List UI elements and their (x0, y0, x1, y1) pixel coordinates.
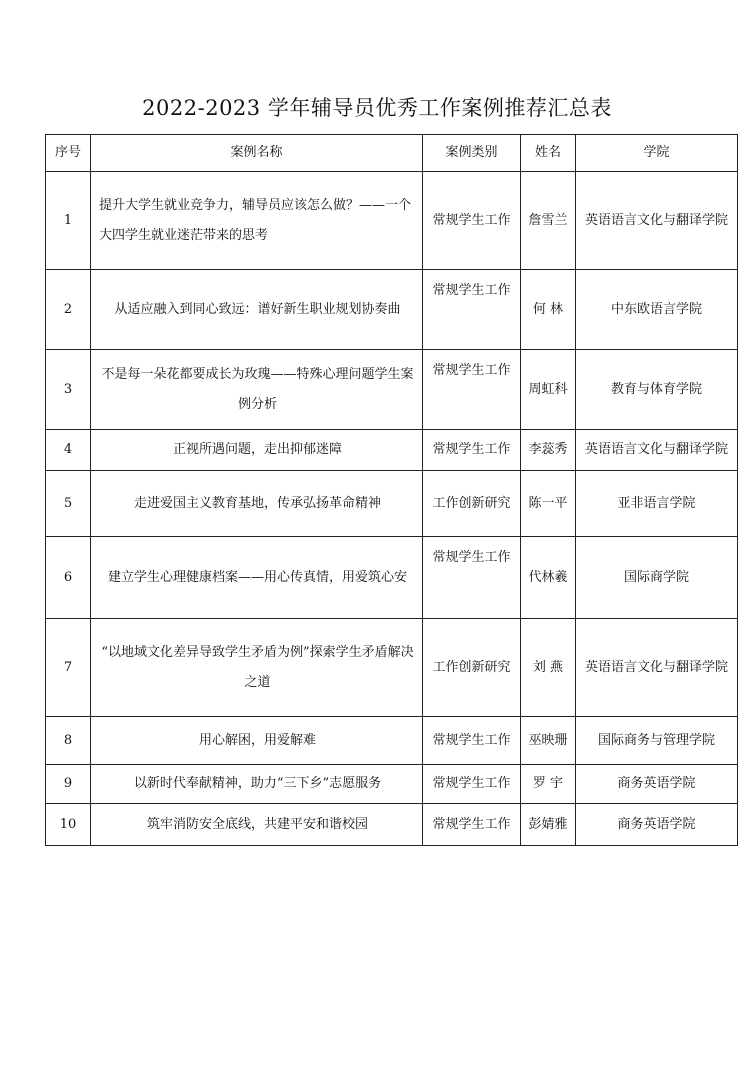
cell-college: 亚非语言学院 (576, 471, 738, 537)
summary-table (45, 134, 738, 846)
cell-college: 英语语言文化与翻译学院 (576, 430, 738, 471)
cell-person: 詹雪兰 (521, 172, 576, 270)
cell-case-name: 建立学生心理健康档案——用心传真情，用爱筑心安 (91, 537, 423, 619)
cell-no: 9 (46, 765, 91, 804)
cell-no: 6 (46, 537, 91, 619)
cell-no: 3 (46, 350, 91, 430)
table-header-row (46, 135, 738, 172)
cell-case-name: “以地域文化差异导致学生矛盾为例”探索学生矛盾解决之道 (91, 619, 423, 717)
table-row (46, 350, 738, 430)
cell-category: 常规学生工作 (423, 537, 521, 619)
cell-college: 商务英语学院 (576, 765, 738, 804)
cell-person: 陈一平 (521, 471, 576, 537)
cell-no: 5 (46, 471, 91, 537)
cell-case-name: 用心解困，用爱解难 (91, 717, 423, 765)
cell-college: 中东欧语言学院 (576, 270, 738, 350)
cell-college: 国际商务与管理学院 (576, 717, 738, 765)
table-row (46, 804, 738, 846)
cell-case-name: 不是每一朵花都要成长为玫瑰——特殊心理问题学生案例分析 (91, 350, 423, 430)
cell-college: 商务英语学院 (576, 804, 738, 846)
table-row (46, 717, 738, 765)
cell-category: 常规学生工作 (423, 172, 521, 270)
cell-person: 代林羲 (521, 537, 576, 619)
cell-no: 7 (46, 619, 91, 717)
cell-case-name: 以新时代奉献精神，助力“三下乡”志愿服务 (91, 765, 423, 804)
table-row (46, 430, 738, 471)
cell-college: 英语语言文化与翻译学院 (576, 172, 738, 270)
cell-case-name: 走进爱国主义教育基地，传承弘扬革命精神 (91, 471, 423, 537)
cell-case-name: 从适应融入到同心致远：谱好新生职业规划协奏曲 (91, 270, 423, 350)
cell-category: 工作创新研究 (423, 619, 521, 717)
cell-person: 何 林 (521, 270, 576, 350)
table-row (46, 537, 738, 619)
cell-category: 工作创新研究 (423, 471, 521, 537)
header-person: 姓名 (521, 135, 576, 172)
cell-no: 10 (46, 804, 91, 846)
cell-case-name: 筑牢消防安全底线，共建平安和谐校园 (91, 804, 423, 846)
header-category: 案例类别 (423, 135, 521, 172)
cell-category: 常规学生工作 (423, 350, 521, 430)
cell-person: 巫映珊 (521, 717, 576, 765)
cell-no: 2 (46, 270, 91, 350)
cell-college: 英语语言文化与翻译学院 (576, 619, 738, 717)
cell-category: 常规学生工作 (423, 765, 521, 804)
cell-college: 教育与体育学院 (576, 350, 738, 430)
cell-person: 罗 宇 (521, 765, 576, 804)
cell-person: 李蕊秀 (521, 430, 576, 471)
table-row (46, 172, 738, 270)
cell-no: 1 (46, 172, 91, 270)
header-college: 学院 (576, 135, 738, 172)
cell-case-name: 提升大学生就业竞争力，辅导员应该怎么做？——一个大四学生就业迷茫带来的思考 (91, 172, 423, 270)
table-row (46, 270, 738, 350)
cell-person: 彭婧雅 (521, 804, 576, 846)
header-no: 序号 (46, 135, 91, 172)
table-row (46, 765, 738, 804)
page-title: 2022-2023 学年辅导员优秀工作案例推荐汇总表 (142, 96, 612, 120)
cell-no: 4 (46, 430, 91, 471)
cell-person: 周虹科 (521, 350, 576, 430)
table-row (46, 471, 738, 537)
cell-college: 国际商学院 (576, 537, 738, 619)
header-case-name: 案例名称 (91, 135, 423, 172)
cell-no: 8 (46, 717, 91, 765)
table-row (46, 619, 738, 717)
cell-category: 常规学生工作 (423, 717, 521, 765)
cell-category: 常规学生工作 (423, 270, 521, 350)
cell-category: 常规学生工作 (423, 804, 521, 846)
cell-case-name: 正视所遇问题，走出抑郁迷障 (91, 430, 423, 471)
cell-person: 刘 燕 (521, 619, 576, 717)
cell-category: 常规学生工作 (423, 430, 521, 471)
